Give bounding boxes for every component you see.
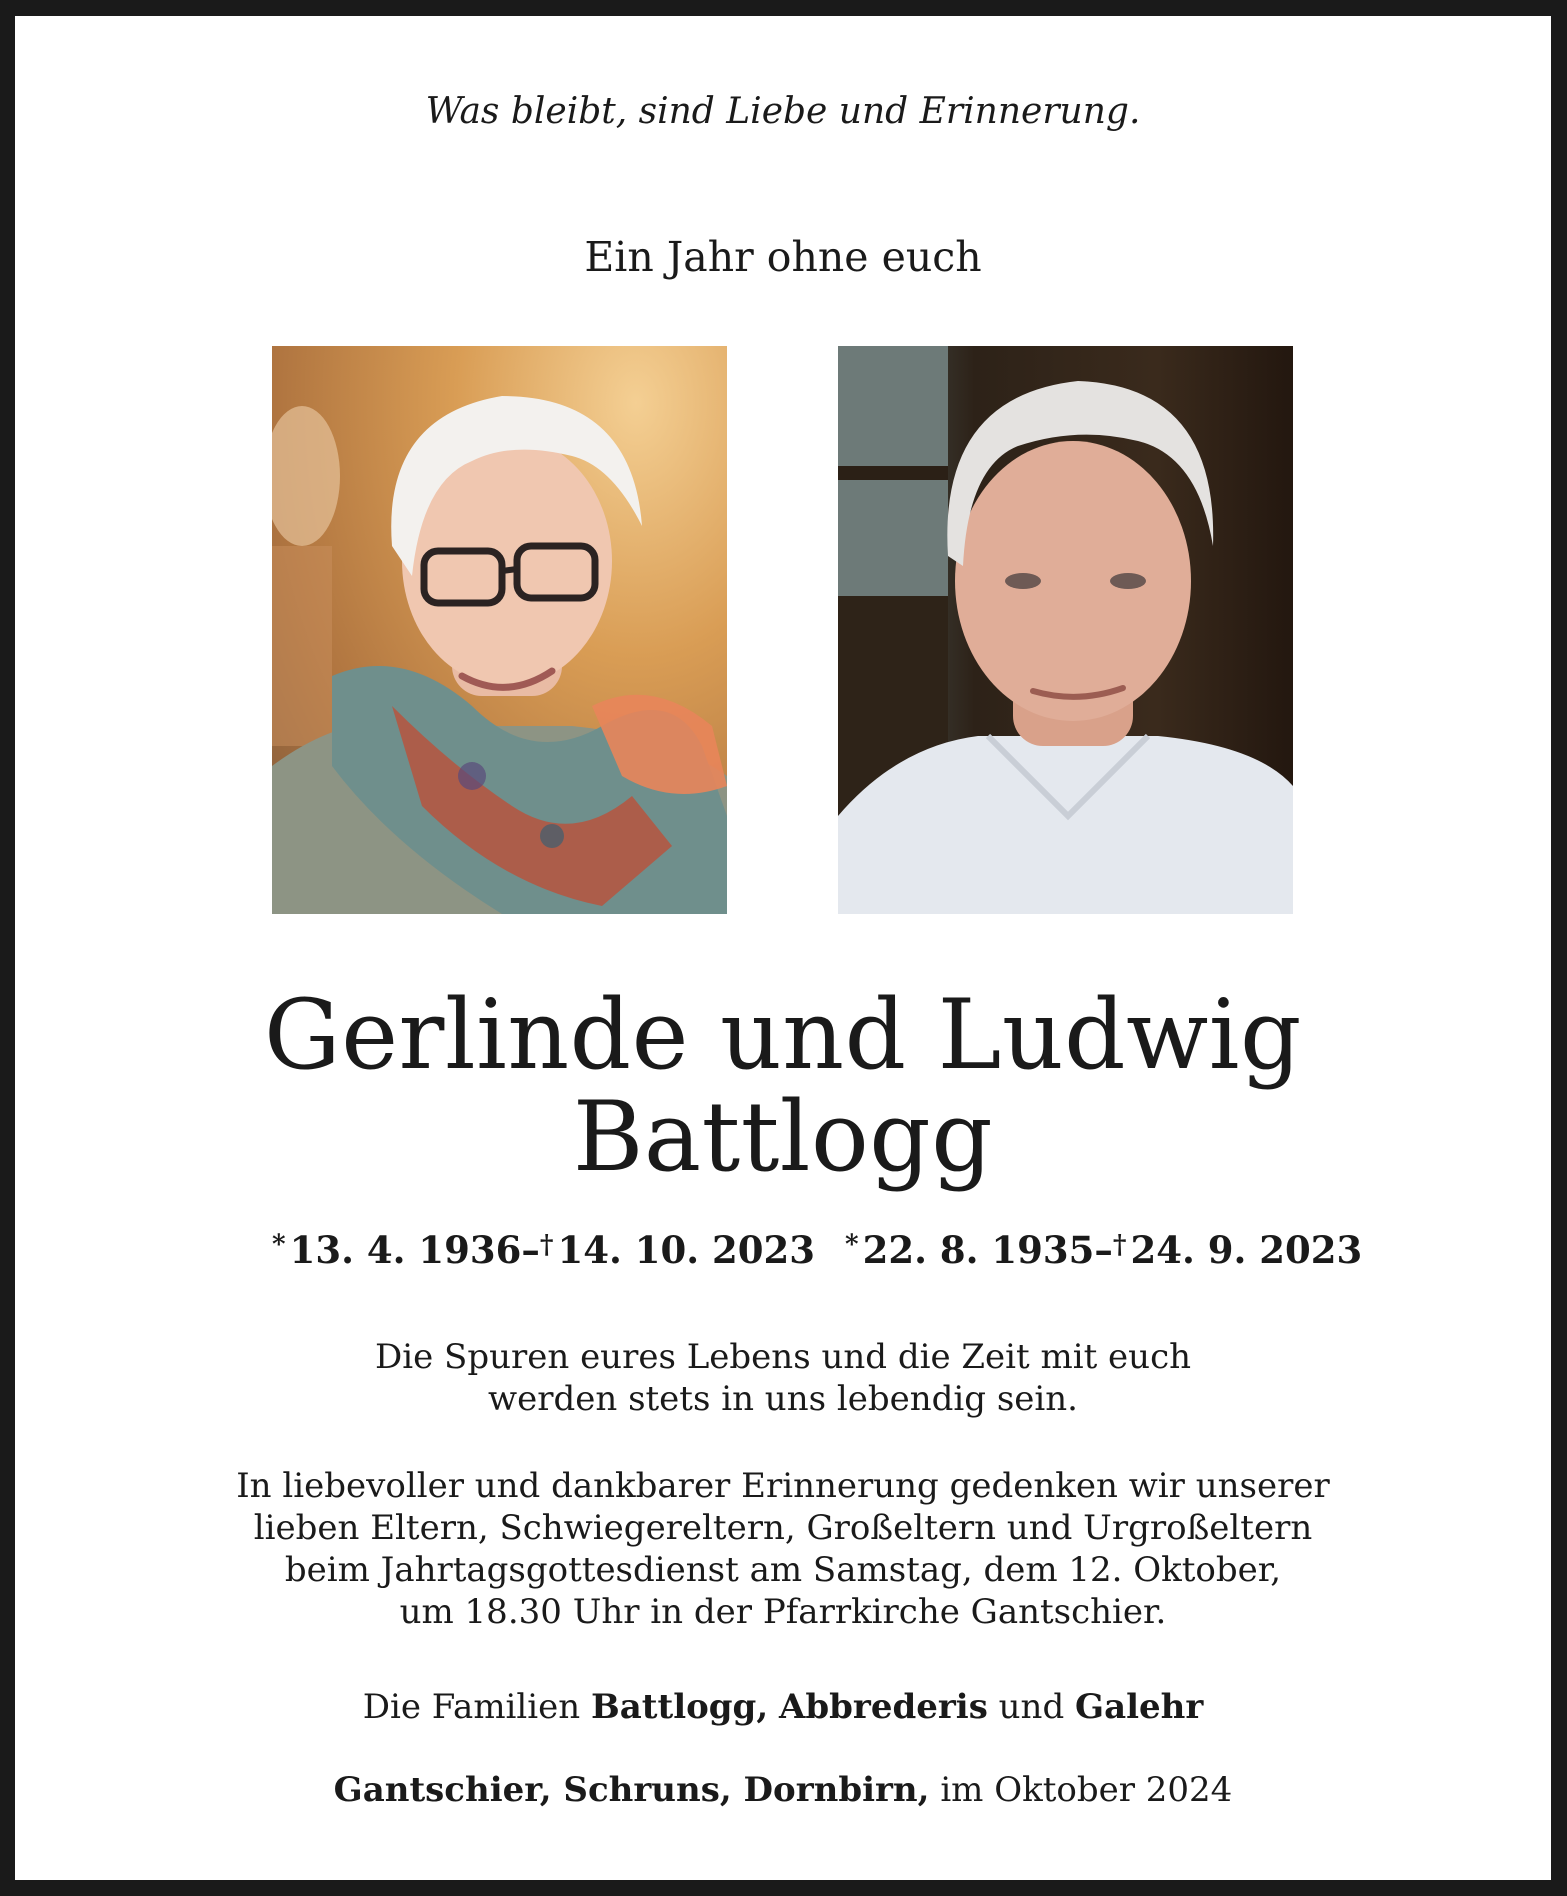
death-date: 24. 9. 2023 — [1130, 1228, 1363, 1272]
birth-date: 13. 4. 1936 — [289, 1228, 522, 1272]
invitation-line: um 18.30 Uhr in der Pfarrkirche Gantschier. — [399, 1592, 1167, 1632]
death-symbol: † — [1112, 1230, 1127, 1260]
locations: Gantschier, Schruns, Dornbirn, — [333, 1770, 930, 1810]
death-date: 14. 10. 2023 — [557, 1228, 815, 1272]
invitation-line: beim Jahrtagsgottesdienst am Samstag, dem 12. Oktober, — [284, 1550, 1282, 1590]
portrait-photo-ludwig — [838, 346, 1293, 914]
notice-date: im Oktober 2024 — [940, 1770, 1233, 1810]
names-line-1: Gerlinde und Ludwig — [264, 979, 1302, 1091]
family-name: Battlogg, — [591, 1687, 769, 1727]
place-and-date — [15, 1767, 1551, 1813]
families-prefix: Die Familien — [362, 1687, 581, 1727]
date-separator: – — [1094, 1228, 1113, 1272]
portrait-photo-gerlinde — [272, 346, 727, 914]
family-name: Abbrederis — [778, 1687, 988, 1727]
verse-line: werden stets in uns lebendig sein. — [488, 1379, 1078, 1419]
subtitle: Ein Jahr ohne euch — [584, 233, 982, 281]
memorial-verse — [15, 1336, 1551, 1420]
life-dates-gerlinde — [272, 1221, 815, 1274]
birth-symbol: * — [272, 1230, 286, 1260]
death-symbol: † — [539, 1230, 554, 1260]
family-signature — [15, 1684, 1551, 1730]
obituary-notice — [15, 16, 1551, 1880]
families-conjunction: und — [998, 1687, 1065, 1727]
names-line-2: Battlogg — [572, 1081, 994, 1193]
family-name: Galehr — [1075, 1687, 1204, 1727]
birth-symbol: * — [845, 1230, 859, 1260]
invitation-line: In liebevoller und dankbarer Erinnerung gedenken wir unserer — [236, 1466, 1330, 1506]
deceased-names — [15, 979, 1551, 1193]
life-dates-ludwig — [845, 1221, 1362, 1274]
birth-date: 22. 8. 1935 — [862, 1228, 1095, 1272]
motto: Was bleibt, sind Liebe und Erinnerung. — [425, 91, 1141, 132]
date-separator: – — [521, 1228, 540, 1272]
memorial-service-invitation — [15, 1465, 1551, 1633]
invitation-line: lieben Eltern, Schwiegereltern, Großeltern und Urgroßeltern — [253, 1508, 1313, 1548]
verse-line: Die Spuren eures Lebens und die Zeit mit euch — [374, 1337, 1192, 1377]
